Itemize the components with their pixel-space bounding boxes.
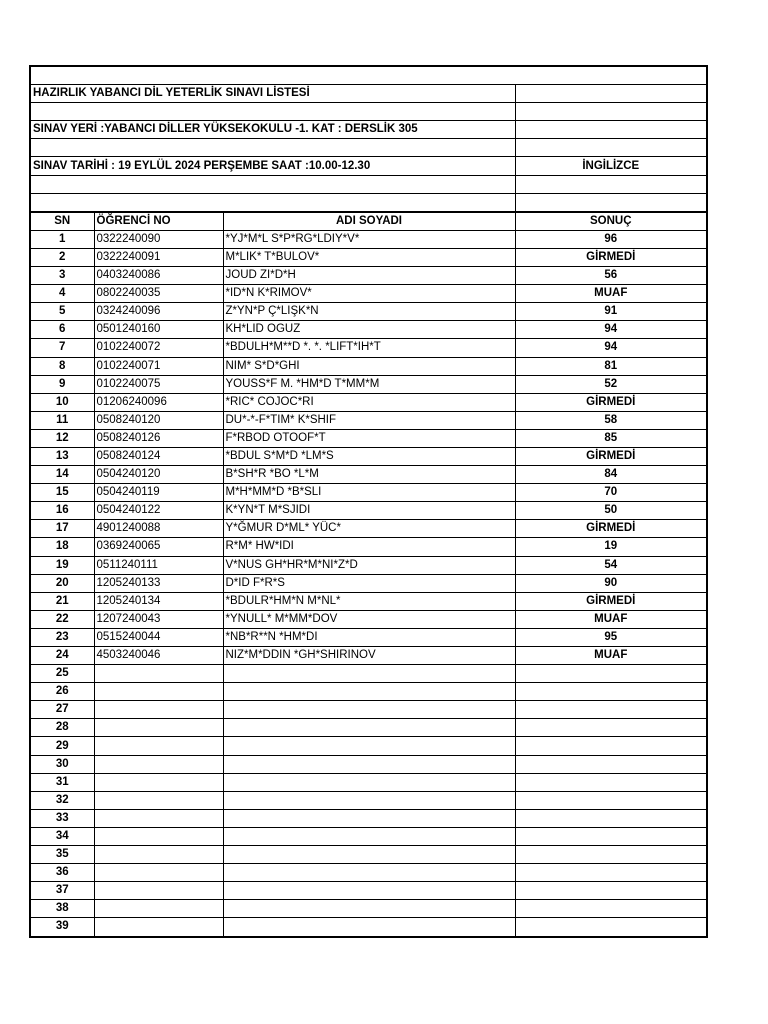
table-row [30, 809, 707, 827]
row-student-name: *BDUL S*M*D *LM*S [223, 447, 515, 465]
blank-row [30, 66, 707, 85]
row-student-name [223, 827, 515, 845]
row-sn: 5 [30, 303, 94, 321]
row-sn: 7 [30, 339, 94, 357]
row-student-no [94, 827, 223, 845]
table-row [30, 393, 707, 411]
row-sn: 29 [30, 737, 94, 755]
row-sn: 9 [30, 375, 94, 393]
row-student-name: *BDULR*HM*N M*NL* [223, 592, 515, 610]
row-sn: 23 [30, 628, 94, 646]
row-result [515, 791, 707, 809]
row-result: GİRMEDİ [515, 447, 707, 465]
blank-row [30, 139, 707, 157]
table-row [30, 791, 707, 809]
row-student-name [223, 773, 515, 791]
header-sn: SN [30, 212, 94, 231]
row-result: 58 [515, 411, 707, 429]
row-result [515, 882, 707, 900]
row-student-no [94, 900, 223, 918]
row-student-name: NIZ*M*DDIN *GH*SHIRINOV [223, 647, 515, 665]
row-student-no: 0504240120 [94, 466, 223, 484]
exam-location: SINAV YERİ :YABANCI DİLLER YÜKSEKOKULU -1. KAT : DERSLİK 305 [30, 121, 515, 139]
row-result [515, 827, 707, 845]
row-student-name [223, 846, 515, 864]
table-row [30, 574, 707, 592]
row-student-no: 0102240075 [94, 375, 223, 393]
row-result: 91 [515, 303, 707, 321]
table-row [30, 230, 707, 248]
row-result: GİRMEDİ [515, 592, 707, 610]
row-sn: 13 [30, 447, 94, 465]
row-result [515, 918, 707, 937]
row-result [515, 665, 707, 683]
row-sn: 39 [30, 918, 94, 937]
row-student-no: 0511240111 [94, 556, 223, 574]
row-sn: 34 [30, 827, 94, 845]
table-row [30, 647, 707, 665]
table-row [30, 357, 707, 375]
table-row [30, 447, 707, 465]
row-sn: 17 [30, 520, 94, 538]
row-result: 19 [515, 538, 707, 556]
row-student-name: *RIC* COJOC*RI [223, 393, 515, 411]
row-student-no: 0322240090 [94, 230, 223, 248]
row-result: 52 [515, 375, 707, 393]
row-student-name: R*M* HW*IDI [223, 538, 515, 556]
row-student-no: 0324240096 [94, 303, 223, 321]
row-result [515, 846, 707, 864]
table-row [30, 701, 707, 719]
exam-date: SINAV TARİHİ : 19 EYLÜL 2024 PERŞEMBE SAAT :10.00-12.30 [30, 157, 515, 175]
table-row [30, 610, 707, 628]
table-row [30, 755, 707, 773]
blank-row [30, 193, 707, 212]
table-row [30, 267, 707, 285]
row-sn: 30 [30, 755, 94, 773]
blank-row [30, 103, 707, 121]
row-sn: 12 [30, 429, 94, 447]
header-student-no: ÖĞRENCİ NO [94, 212, 223, 231]
table-row [30, 773, 707, 791]
row-sn: 27 [30, 701, 94, 719]
exam-language: İNGİLİZCE [515, 157, 707, 175]
table-row [30, 339, 707, 357]
row-student-name [223, 809, 515, 827]
row-student-name: Z*YN*P Ç*LIŞK*N [223, 303, 515, 321]
row-sn: 15 [30, 484, 94, 502]
table-row [30, 846, 707, 864]
row-student-name [223, 918, 515, 937]
row-student-name [223, 755, 515, 773]
row-student-no [94, 791, 223, 809]
table-row [30, 737, 707, 755]
exam-list-sheet [29, 65, 706, 938]
row-student-no: 0508240124 [94, 447, 223, 465]
row-result: MUAF [515, 647, 707, 665]
row-student-name [223, 665, 515, 683]
row-student-no [94, 773, 223, 791]
header-result: SONUÇ [515, 212, 707, 231]
row-student-name [223, 719, 515, 737]
row-result: 70 [515, 484, 707, 502]
header-name: ADI SOYADI [223, 212, 515, 231]
row-result: MUAF [515, 285, 707, 303]
row-student-name: F*RBOD OTOOF*T [223, 429, 515, 447]
row-student-no: 0102240072 [94, 339, 223, 357]
row-student-name [223, 791, 515, 809]
row-student-no [94, 846, 223, 864]
column-header-row [30, 212, 707, 231]
row-result: 81 [515, 357, 707, 375]
sheet-title: HAZIRLIK YABANCI DİL YETERLİK SINAVI LİSTESİ [30, 85, 515, 103]
row-student-no [94, 809, 223, 827]
table-row [30, 429, 707, 447]
table-row [30, 484, 707, 502]
row-result [515, 809, 707, 827]
row-student-no [94, 737, 223, 755]
row-student-no: 1205240134 [94, 592, 223, 610]
row-student-name [223, 737, 515, 755]
row-sn: 18 [30, 538, 94, 556]
table-row [30, 520, 707, 538]
row-student-no: 0802240035 [94, 285, 223, 303]
row-result [515, 701, 707, 719]
row-sn: 32 [30, 791, 94, 809]
row-result: 54 [515, 556, 707, 574]
row-student-name: K*YN*T M*SJIDI [223, 502, 515, 520]
row-student-name [223, 900, 515, 918]
row-student-no: 0504240119 [94, 484, 223, 502]
row-sn: 2 [30, 248, 94, 266]
row-student-name: *BDULH*M**D *. *. *LIFT*IH*T [223, 339, 515, 357]
title-row [30, 85, 707, 103]
row-sn: 22 [30, 610, 94, 628]
row-result [515, 900, 707, 918]
row-result: 85 [515, 429, 707, 447]
row-student-name: *ID*N K*RIMOV* [223, 285, 515, 303]
row-student-no: 0322240091 [94, 248, 223, 266]
table-row [30, 628, 707, 646]
row-result [515, 773, 707, 791]
row-student-no: 0369240065 [94, 538, 223, 556]
row-sn: 35 [30, 846, 94, 864]
row-result: GİRMEDİ [515, 393, 707, 411]
table-row [30, 827, 707, 845]
row-student-no: 4901240088 [94, 520, 223, 538]
table-row [30, 248, 707, 266]
row-student-no: 1205240133 [94, 574, 223, 592]
row-student-name [223, 683, 515, 701]
row-result: GİRMEDİ [515, 248, 707, 266]
row-sn: 20 [30, 574, 94, 592]
table-row [30, 375, 707, 393]
row-result [515, 719, 707, 737]
row-student-no [94, 701, 223, 719]
row-student-name: Y*ĞMUR D*ML* YÜC* [223, 520, 515, 538]
row-sn: 36 [30, 864, 94, 882]
row-student-no: 0102240071 [94, 357, 223, 375]
row-result: 84 [515, 466, 707, 484]
row-sn: 3 [30, 267, 94, 285]
row-student-name: D*ID F*R*S [223, 574, 515, 592]
row-result: 96 [515, 230, 707, 248]
table-row [30, 882, 707, 900]
row-student-name: B*SH*R *BO *L*M [223, 466, 515, 484]
row-sn: 10 [30, 393, 94, 411]
row-sn: 28 [30, 719, 94, 737]
row-student-no [94, 918, 223, 937]
row-student-no: 1207240043 [94, 610, 223, 628]
row-sn: 6 [30, 321, 94, 339]
table-row [30, 592, 707, 610]
row-sn: 26 [30, 683, 94, 701]
row-result: 50 [515, 502, 707, 520]
row-result: 94 [515, 339, 707, 357]
table-row [30, 321, 707, 339]
row-sn: 11 [30, 411, 94, 429]
row-student-no: 0515240044 [94, 628, 223, 646]
table-row [30, 918, 707, 937]
row-sn: 16 [30, 502, 94, 520]
row-student-name: JOUD ZI*D*H [223, 267, 515, 285]
row-sn: 37 [30, 882, 94, 900]
row-sn: 1 [30, 230, 94, 248]
row-student-no [94, 882, 223, 900]
row-student-name: YOUSS*F M. *HM*D T*MM*M [223, 375, 515, 393]
table-row [30, 719, 707, 737]
table-row [30, 900, 707, 918]
table-row [30, 466, 707, 484]
row-result: 94 [515, 321, 707, 339]
row-student-no: 0508240126 [94, 429, 223, 447]
row-sn: 24 [30, 647, 94, 665]
table-row [30, 683, 707, 701]
row-result: 95 [515, 628, 707, 646]
row-student-no: 0508240120 [94, 411, 223, 429]
row-result [515, 864, 707, 882]
row-sn: 25 [30, 665, 94, 683]
exam-list-table [29, 65, 708, 938]
table-row [30, 864, 707, 882]
row-student-no [94, 755, 223, 773]
row-student-name [223, 882, 515, 900]
row-result: MUAF [515, 610, 707, 628]
row-student-name: NIM* S*D*GHI [223, 357, 515, 375]
row-sn: 4 [30, 285, 94, 303]
row-student-name: M*H*MM*D *B*SLI [223, 484, 515, 502]
row-student-no [94, 719, 223, 737]
row-result [515, 755, 707, 773]
date-row [30, 157, 707, 175]
row-result [515, 737, 707, 755]
table-row [30, 285, 707, 303]
location-row [30, 121, 707, 139]
row-sn: 8 [30, 357, 94, 375]
row-student-no [94, 864, 223, 882]
row-student-name [223, 864, 515, 882]
table-body [30, 66, 707, 937]
row-student-name: V*NUS GH*HR*M*NI*Z*D [223, 556, 515, 574]
row-sn: 31 [30, 773, 94, 791]
row-student-no: 0501240160 [94, 321, 223, 339]
blank-row [30, 175, 707, 193]
row-student-no: 0504240122 [94, 502, 223, 520]
row-sn: 38 [30, 900, 94, 918]
row-sn: 14 [30, 466, 94, 484]
row-student-name: *YJ*M*L S*P*RG*LDIY*V* [223, 230, 515, 248]
table-row [30, 303, 707, 321]
row-student-name: KH*LID OGUZ [223, 321, 515, 339]
table-row [30, 538, 707, 556]
row-sn: 21 [30, 592, 94, 610]
row-student-name: *YNULL* M*MM*DOV [223, 610, 515, 628]
row-student-name: DU*-*-F*TIM* K*SHIF [223, 411, 515, 429]
row-student-name [223, 701, 515, 719]
table-row [30, 556, 707, 574]
row-student-no: 0403240086 [94, 267, 223, 285]
row-student-no [94, 665, 223, 683]
table-row [30, 411, 707, 429]
table-row [30, 502, 707, 520]
row-student-no [94, 683, 223, 701]
row-student-name: *NB*R**N *HM*DI [223, 628, 515, 646]
row-result: GİRMEDİ [515, 520, 707, 538]
table-row [30, 665, 707, 683]
row-result: 90 [515, 574, 707, 592]
row-student-no: 01206240096 [94, 393, 223, 411]
row-result: 56 [515, 267, 707, 285]
row-student-no: 4503240046 [94, 647, 223, 665]
row-result [515, 683, 707, 701]
row-sn: 33 [30, 809, 94, 827]
row-sn: 19 [30, 556, 94, 574]
row-student-name: M*LIK* T*BULOV* [223, 248, 515, 266]
